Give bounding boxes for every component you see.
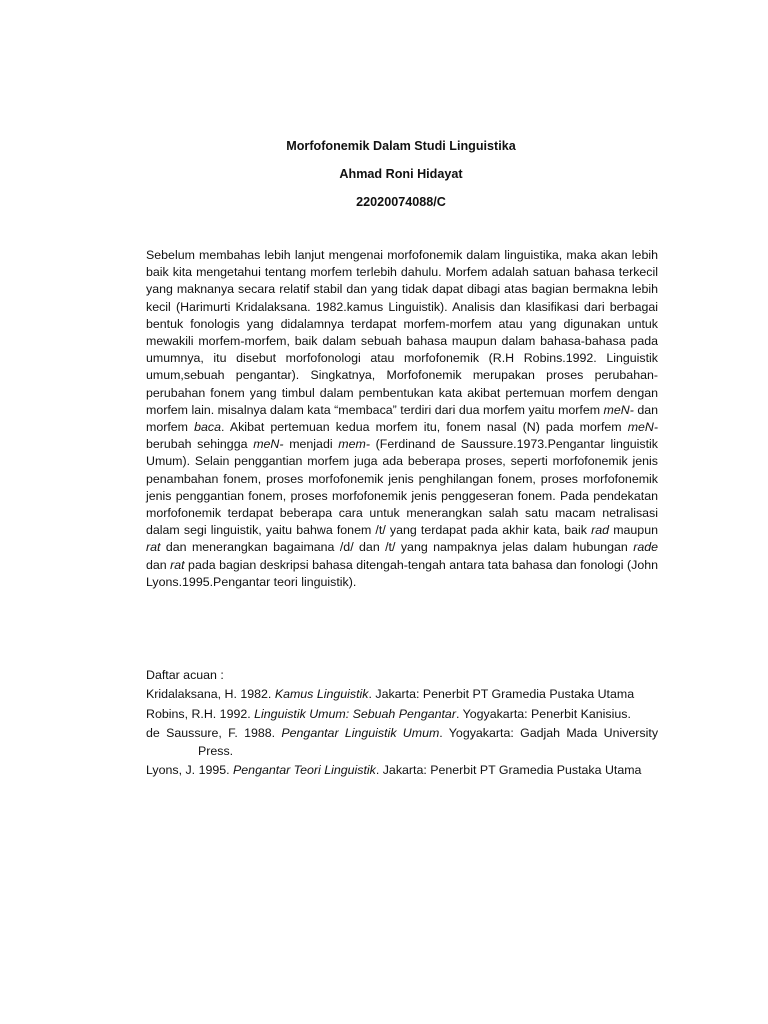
italic-term: meN- [253, 437, 284, 452]
text-segment: dan [146, 557, 171, 572]
italic-term: meN- [603, 402, 634, 417]
text-segment: dan morfem [146, 402, 658, 435]
italic-term: mem- [338, 437, 370, 452]
italic-term: rad [591, 523, 610, 538]
reference-list [146, 667, 658, 781]
paragraph-text [146, 247, 658, 591]
text-segment: pada bagian deskripsi bahasa ditengah-tengah antara tata bahasa dan fonologi (John Lyons.1995.Pengantar teori linguistik). [146, 557, 658, 589]
reference-title: Kamus Linguistik [274, 687, 369, 702]
document-header [0, 138, 768, 222]
italic-term: rat [170, 557, 185, 572]
italic-term: rat [146, 540, 161, 555]
text-segment: dan menerangkan bagaimana /d/ dan /t/ yang nampaknya jelas dalam hubungan [160, 540, 634, 555]
reference-item: Robins, R.H. 1992. Linguistik Umum: Sebuah Pengantar. Yogyakarta: Penerbit Kanisius. [146, 706, 631, 721]
reference-title: Pengantar Linguistik Umum [281, 726, 440, 741]
student-id: 22020074088/C [356, 195, 446, 209]
reference-heading: Daftar acuan : [146, 668, 224, 682]
text-segment: menjadi [283, 437, 339, 452]
text-segment: Sebelum membahas lebih lanjut mengenai morfofonemik dalam linguistika, maka akan lebih baik kita mengetahui tentang morfem terlebih dahulu. Morfem adalah satuan bahasa terkecil yang maknanya secara relatif stabil dan yang tidak dapat dibagi atas bagian bermakna lebih kecil (Harimurti Kridalaksana. 1982.kamus Linguistik). Analisis dan klasifikasi dari berbagai bentuk fonologis yang didalamnya terdapat morfem-morfem atau yang digunakan untuk mewakili morfem-morfem, baik dalam sebuah bahasa maupun dalam bahasa-bahasa pada umumnya, itu disebut morfofonologi atau morfofonemik (R.H Robins.1992. Linguistik umum,sebuah pengantar). Singkatnya, Morfofonemik merupakan proses perubahan-perubahan fonem yang timbul dalam pembentukan kata akibat pertemuan morfem dengan morfem lain. misalnya dalam kata “membaca” terdiri dari dua morfem yaitu morfem [146, 248, 658, 417]
reference-title: Linguistik Umum: Sebuah Pengantar [254, 706, 456, 721]
reference-title: Pengantar Teori Linguistik [233, 763, 376, 778]
text-segment: . Akibat pertemuan kedua morfem itu, fonem nasal (N) pada morfem [220, 420, 628, 435]
author-name: Ahmad Roni Hidayat [339, 167, 463, 181]
text-segment: berubah sehingga [146, 437, 254, 452]
italic-term: rade [633, 540, 658, 555]
document-title: Morfofonemik Dalam Studi Linguistika [286, 139, 516, 153]
reference-item: de Saussure, F. 1988. Pengantar Linguistik Umum. Yogyakarta: Gadjah Mada University Press. [146, 726, 659, 758]
text-segment: (Ferdinand de Saussure.1973.Pengantar linguistik Umum). Selain penggantian morfem juga ada beberapa proses, seperti morfofonemik jenis penambahan fonem, proses morfofonemik jenis penghilangan fonem, proses morfofonemik jenis penggantian fonem, proses morfofonemik jenis penggeseran fonem. Pada pendekatan morfofonemik terdapat beberapa cara untuk menerangkan salah satu macam netralisasi dalam segi linguistik, yaitu bahwa fonem /t/ yang terdapat pada akhir kata, baik [146, 437, 658, 538]
body-paragraph [146, 247, 658, 591]
text-segment: maupun [609, 523, 658, 538]
reference-item: Lyons, J. 1995. Pengantar Teori Linguistik. Jakarta: Penerbit PT Gramedia Pustaka Utama [146, 763, 642, 778]
reference-item: Kridalaksana, H. 1982. Kamus Linguistik. Jakarta: Penerbit PT Gramedia Pustaka Utama [146, 687, 635, 702]
italic-term: baca [194, 420, 221, 435]
italic-term: meN- [627, 420, 658, 435]
